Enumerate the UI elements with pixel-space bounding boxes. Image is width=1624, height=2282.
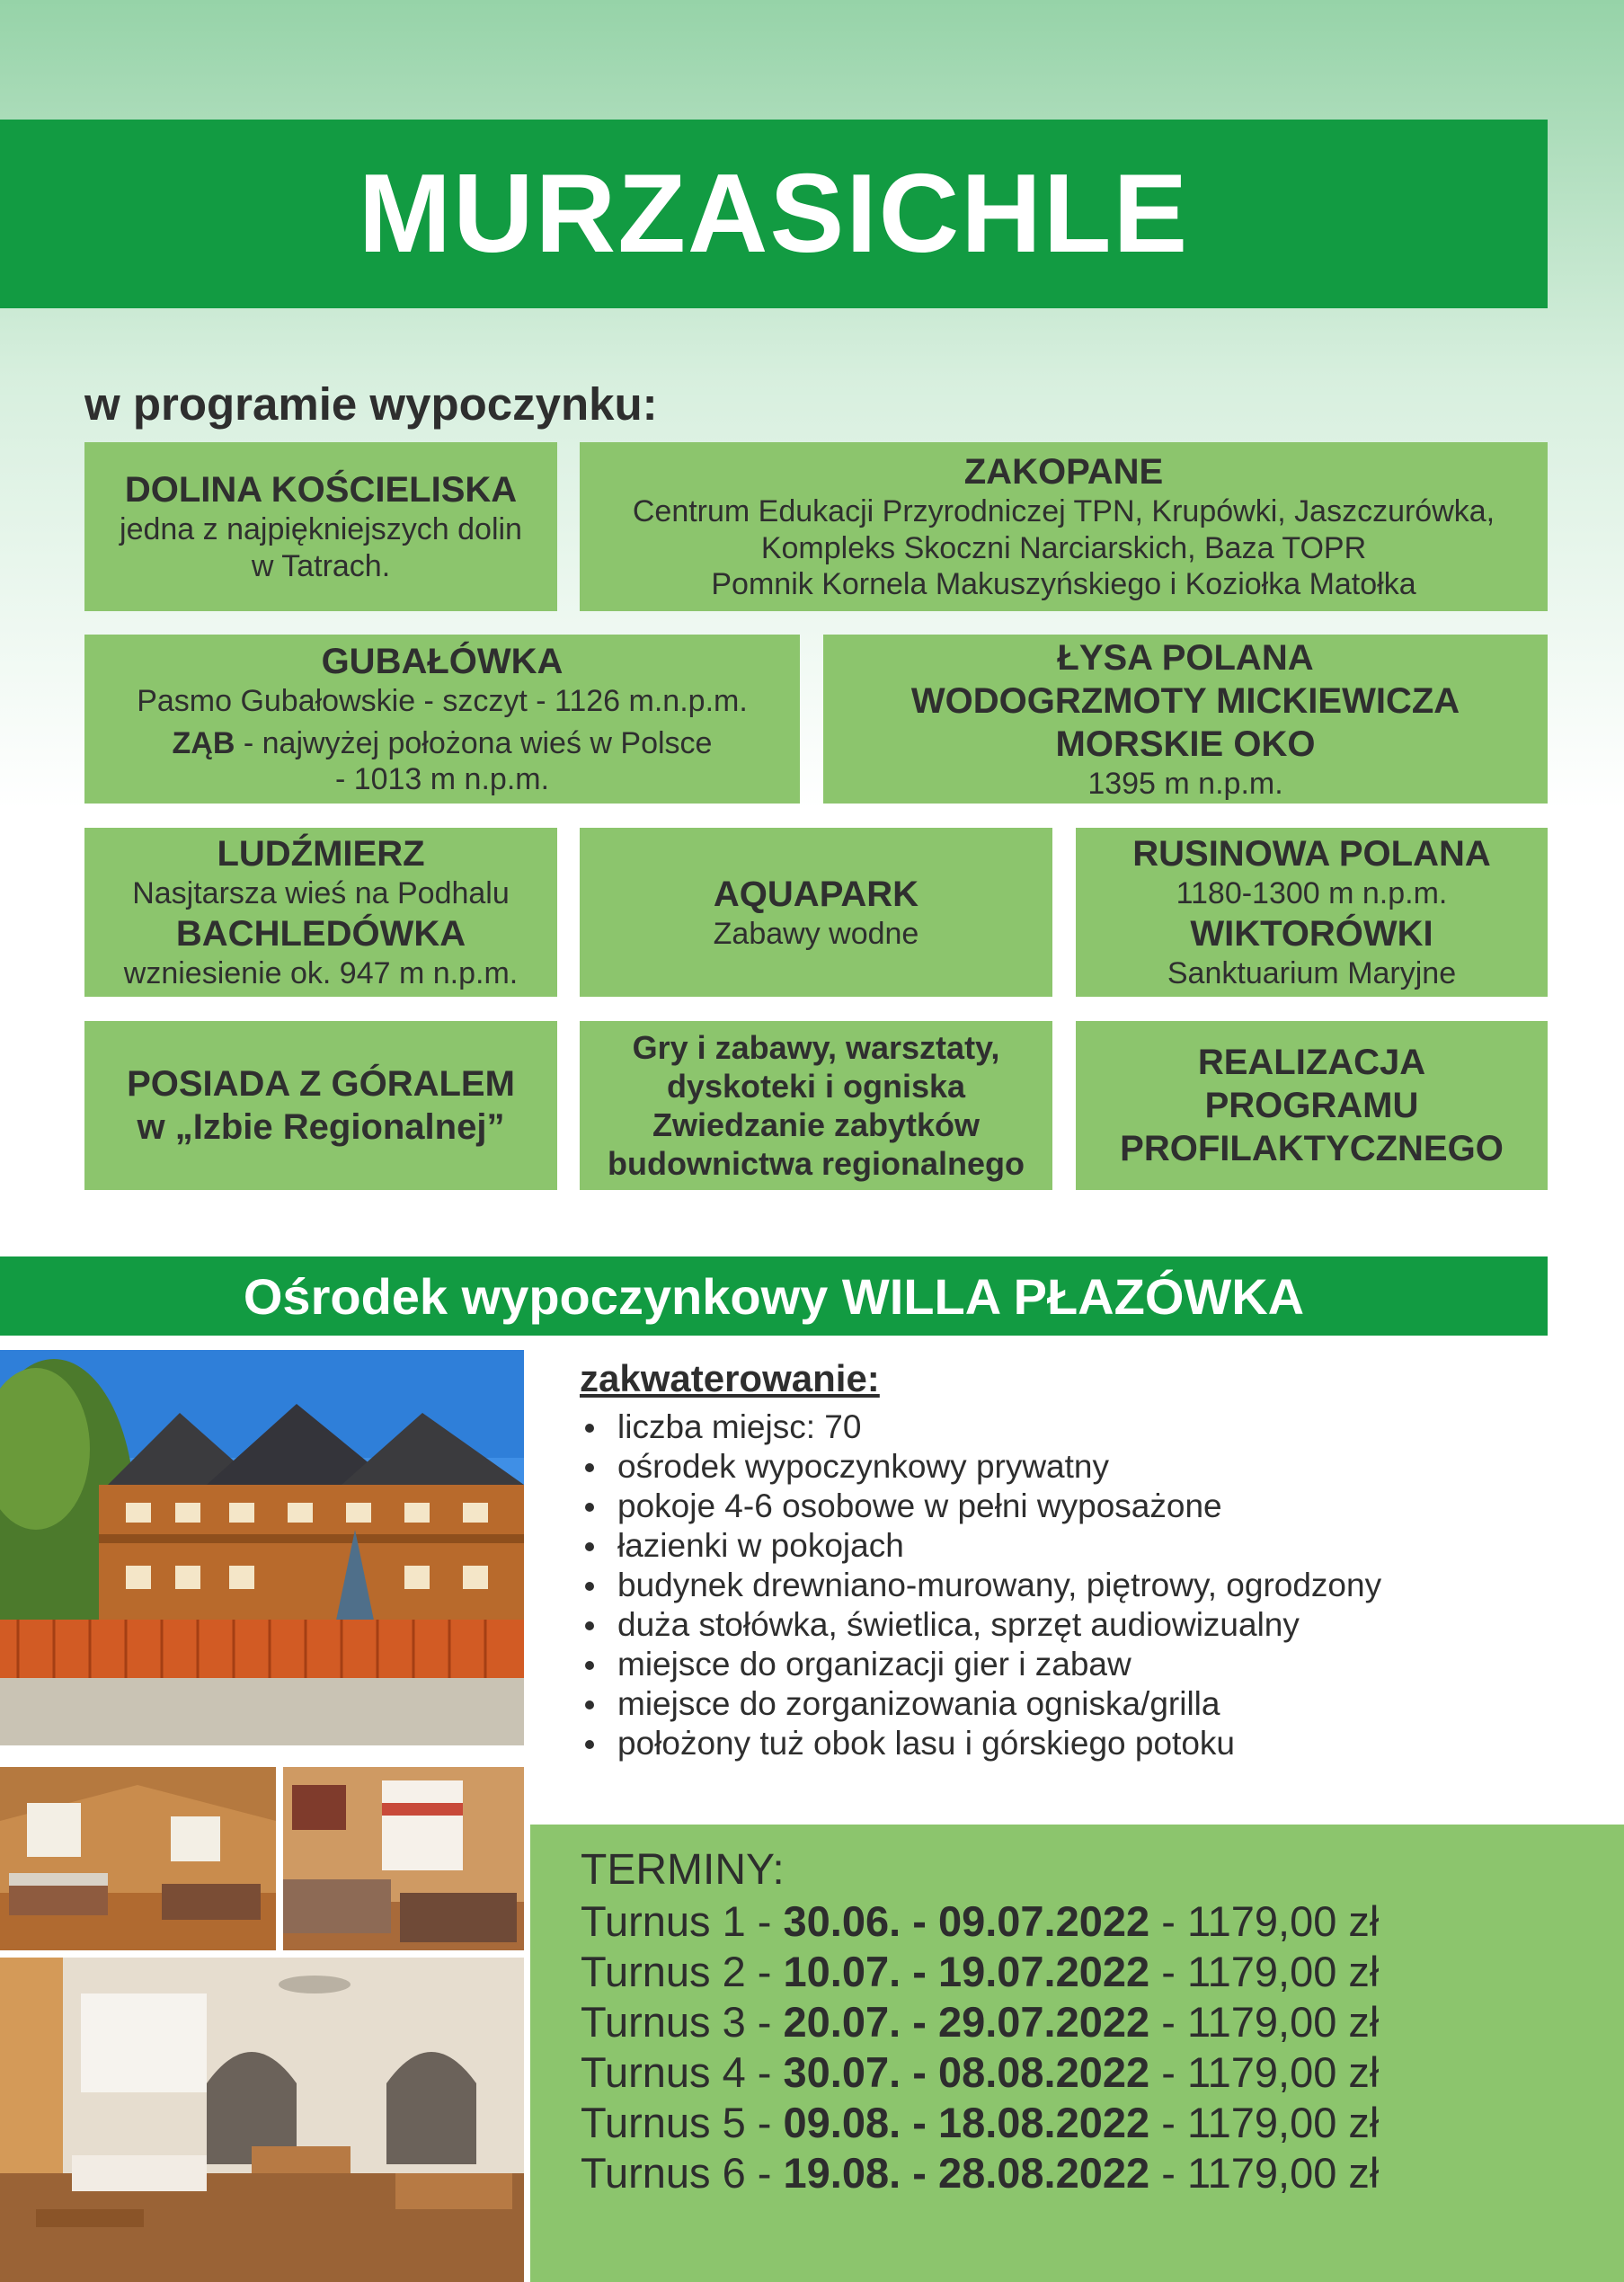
box-text-bold: ZĄB — [172, 725, 235, 760]
box-text: Centrum Edukacji Przyrodniczej TPN, Krupówki, Jaszczurówka, — [632, 493, 1495, 528]
list-item: budynek drewniano-murowany, piętrowy, ogrodzony — [580, 1566, 1381, 1605]
photo-building-exterior — [0, 1350, 524, 1745]
box-text: Pasmo Gubałowskie - szczyt - 1126 m.n.p.m. — [137, 683, 748, 718]
page-title: MURZASICHLE — [358, 152, 1190, 276]
box-title: PROFILAKTYCZNEGO — [1120, 1129, 1504, 1168]
box-text-bold: Zwiedzanie zabytków — [652, 1106, 981, 1143]
list-item: duża stołówka, świetlica, sprzęt audiowizualny — [580, 1605, 1381, 1645]
term-dates: 09.08. - 18.08.2022 — [783, 2099, 1150, 2146]
box-aquapark — [580, 828, 1052, 997]
box-posiada — [84, 1021, 557, 1190]
box-text-bold: budownictwa regionalnego — [607, 1145, 1025, 1183]
term-row — [581, 1997, 1574, 2047]
term-row — [581, 2148, 1574, 2198]
term-price: - 1179,00 zł — [1149, 1998, 1380, 2046]
accommodation-heading: zakwaterowanie: — [580, 1357, 880, 1399]
term-price: - 1179,00 zł — [1149, 2099, 1380, 2146]
box-lysa-polana — [823, 635, 1548, 804]
box-title: DOLINA KOŚCIELISKA — [124, 470, 518, 511]
program-heading: w programie wypoczynku: — [84, 378, 658, 430]
section-title: Ośrodek wypoczynkowy WILLA PŁAZÓWKA — [243, 1267, 1305, 1325]
term-label: Turnus 2 - — [581, 1948, 784, 1995]
photo-room-1 — [0, 1767, 276, 1950]
term-row — [581, 1896, 1574, 1947]
box-text: - 1013 m n.p.m. — [334, 762, 550, 797]
term-dates: 30.07. - 08.08.2022 — [783, 2048, 1150, 2096]
box-text-bold: dyskoteki i ogniska — [666, 1067, 966, 1105]
box-text-bold: Gry i zabawy, warsztaty, — [632, 1028, 1000, 1066]
term-label: Turnus 3 - — [581, 1998, 784, 2046]
term-dates: 30.06. - 09.07.2022 — [783, 1897, 1150, 1945]
terms-heading: TERMINY: — [581, 1846, 785, 1894]
term-label: Turnus 6 - — [581, 2149, 784, 2197]
box-title: ZAKOPANE — [963, 451, 1164, 492]
term-dates: 20.07. - 29.07.2022 — [783, 1998, 1150, 2046]
accommodation-list — [580, 1407, 1381, 1763]
list-item: miejsce do organizacji gier i zabaw — [580, 1645, 1381, 1684]
box-ludzmierz — [84, 828, 557, 997]
term-price: - 1179,00 zł — [1149, 2149, 1380, 2197]
box-text: - najwyżej położona wieś w Polsce — [235, 725, 713, 760]
box-title: GUBAŁÓWKA — [321, 641, 564, 681]
list-item: miejsce do zorganizowania ogniska/grilla — [580, 1684, 1381, 1724]
box-text: Zabawy wodne — [713, 916, 919, 951]
term-price: - 1179,00 zł — [1149, 2048, 1380, 2096]
list-item: pokoje 4-6 osobowe w pełni wyposażone — [580, 1487, 1381, 1526]
box-zakopane — [580, 442, 1548, 611]
list-item: łazienki w pokojach — [580, 1526, 1381, 1566]
photo-room-2-svg — [283, 1767, 524, 1950]
box-text: 1395 m n.p.m. — [1087, 766, 1283, 801]
term-dates: 19.08. - 28.08.2022 — [783, 2149, 1150, 2197]
section-title-band — [0, 1256, 1548, 1336]
box-title: LUDŹMIERZ — [217, 834, 425, 875]
box-text: jedna z najpiękniejszych dolin — [120, 512, 522, 547]
box-title: w „Izbie Regionalnej” — [137, 1107, 505, 1147]
term-price: - 1179,00 zł — [1149, 1948, 1380, 1995]
list-item: liczba miejsc: 70 — [580, 1407, 1381, 1447]
term-row — [581, 2098, 1574, 2148]
box-title: POSIADA Z GÓRALEM — [127, 1064, 515, 1104]
list-item: ośrodek wypoczynkowy prywatny — [580, 1447, 1381, 1487]
box-title: AQUAPARK — [713, 874, 919, 914]
box-rusinowa-polana — [1076, 828, 1548, 997]
term-label: Turnus 1 - — [581, 1897, 784, 1945]
box-title: BACHLEDÓWKA — [175, 914, 466, 954]
terms-panel — [530, 1825, 1624, 2282]
term-row — [581, 1947, 1574, 1997]
box-title: RUSINOWA POLANA — [1132, 834, 1491, 875]
box-text: Kompleks Skoczni Narciarskich, Baza TOPR — [760, 530, 1367, 565]
term-label: Turnus 5 - — [581, 2099, 784, 2146]
box-gry-i-zabawy — [580, 1021, 1052, 1190]
box-dolina-koscieliska — [84, 442, 557, 611]
box-title: WIKTORÓWKI — [1190, 914, 1433, 954]
list-item: położony tuż obok lasu i górskiego potoku — [580, 1724, 1381, 1763]
term-price: - 1179,00 zł — [1149, 1897, 1380, 1945]
photo-dining-hall-svg — [0, 1958, 524, 2282]
term-row — [581, 2047, 1574, 2098]
box-text: w Tatrach. — [251, 549, 391, 583]
box-text-zab — [173, 725, 713, 762]
box-text: Nasjtarsza wieś na Podhalu — [132, 876, 510, 911]
box-title: ŁYSA POLANA — [1057, 637, 1314, 678]
box-title: PROGRAMU — [1204, 1086, 1419, 1125]
term-dates: 10.07. - 19.07.2022 — [783, 1948, 1150, 1995]
box-text: Pomnik Kornela Makuszyńskiego i Koziołka Matołka — [711, 567, 1416, 602]
box-title: WODOGRZMOTY MICKIEWICZA — [910, 680, 1460, 721]
box-title: MORSKIE OKO — [1055, 724, 1316, 764]
box-realizacja — [1076, 1021, 1548, 1190]
box-text: wzniesienie ok. 947 m n.p.m. — [123, 956, 519, 990]
box-text: 1180-1300 m n.p.m. — [1176, 876, 1448, 911]
photo-room-1-svg — [0, 1767, 276, 1950]
photo-building-svg — [0, 1350, 524, 1745]
box-gubalowka — [84, 635, 800, 804]
photo-dining-hall — [0, 1958, 524, 2282]
page-title-band — [0, 120, 1548, 308]
box-text: Sanktuarium Maryjne — [1167, 956, 1457, 990]
box-title: REALIZACJA — [1197, 1043, 1426, 1082]
photo-room-2 — [283, 1767, 524, 1950]
term-label: Turnus 4 - — [581, 2048, 784, 2096]
